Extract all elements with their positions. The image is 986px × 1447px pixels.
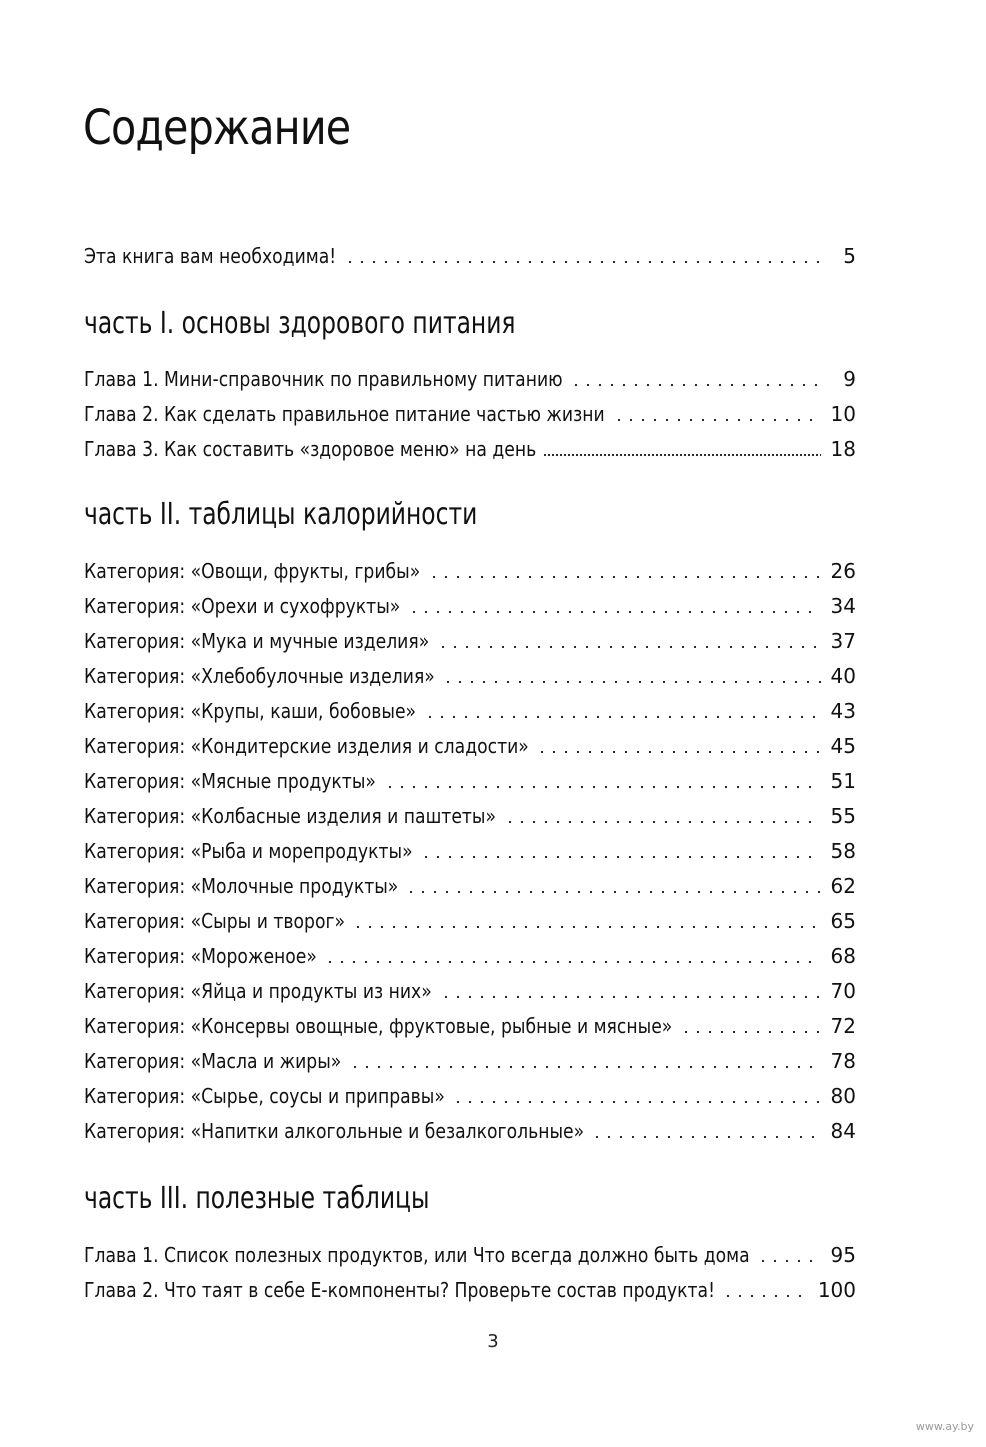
- toc-entry: [84, 1078, 856, 1113]
- leader-dots: [722, 1294, 808, 1298]
- toc-entry-page: 80: [830, 1083, 856, 1108]
- toc-entry-label: Эта книга вам необходима!: [84, 244, 340, 268]
- toc-entry-label: Категория: «Мясные продукты»: [84, 769, 379, 793]
- part-heading: часть II. таблицы калорийности: [84, 497, 478, 532]
- toc-part-2: [84, 553, 856, 1148]
- toc-entry-label: Категория: «Молочные продукты»: [84, 874, 402, 898]
- toc-entry: [84, 588, 856, 623]
- toc-entry-label: Категория: «Напитки алкогольные и безалкогольные»: [84, 1119, 588, 1143]
- toc-entry-page: 10: [830, 401, 856, 426]
- leader-dots: [420, 855, 820, 859]
- toc-entry: [84, 431, 856, 466]
- toc-entry-label: Категория: «Сырье, соусы и приправы»: [84, 1084, 448, 1108]
- toc-entry-label: Категория: «Яйца и продукты из них»: [84, 979, 435, 1003]
- toc-intro: [84, 238, 856, 273]
- watermark: www.ay.by: [915, 1420, 974, 1433]
- toc-entry-label: Категория: «Орехи и сухофрукты»: [84, 594, 404, 618]
- toc-entry: [84, 623, 856, 658]
- leader-dots: [408, 610, 821, 614]
- toc-entry: [84, 798, 856, 833]
- toc-entry-page: 58: [830, 838, 856, 863]
- toc-entry: [84, 553, 856, 588]
- toc-entry-page: 26: [830, 558, 856, 583]
- part-heading: часть I. основы здорового питания: [84, 306, 516, 341]
- toc-entry-label: Категория: «Мука и мучные изделия»: [84, 629, 433, 653]
- page-number: 3: [487, 1331, 499, 1352]
- toc-entry: [84, 1043, 856, 1078]
- leader-dots: [440, 995, 821, 999]
- toc-entry: [84, 658, 856, 693]
- leader-dots: [405, 890, 820, 894]
- toc-entry: [84, 361, 856, 396]
- toc-entry-page: 72: [830, 1013, 856, 1038]
- toc-entry-label: Глава 2. Что таят в себе Е-компоненты? Проверьте состав продукта!: [84, 1278, 718, 1302]
- toc-entry: [84, 938, 856, 973]
- leader-dots: [324, 960, 820, 964]
- toc-entry-page: 65: [830, 908, 856, 933]
- toc-entry-label: Категория: «Кондитерские изделия и сладости»: [84, 734, 532, 758]
- leader-dots: [680, 1030, 821, 1034]
- toc-entry-page: 78: [830, 1048, 856, 1073]
- leader-dots: [613, 418, 821, 422]
- toc-entry-label: Категория: «Масла и жиры»: [84, 1049, 345, 1073]
- leader-dots: [757, 1259, 820, 1263]
- toc-entry-label: Глава 1. Мини-справочник по правильному питанию: [84, 367, 566, 391]
- leader-dots: [424, 715, 821, 719]
- toc-entry-label: Категория: «Овощи, фрукты, грибы»: [84, 559, 424, 583]
- toc-entry: [84, 1237, 856, 1272]
- toc-entry: [84, 1272, 856, 1307]
- toc-entry: [84, 693, 856, 728]
- leader-dots: [352, 925, 821, 929]
- toc-entry-page: 43: [830, 698, 856, 723]
- toc-entry: [84, 833, 856, 868]
- leader-dots: [437, 645, 820, 649]
- toc-entry-page: 68: [830, 943, 856, 968]
- toc-entry: [84, 396, 856, 431]
- toc-entry-page: 70: [830, 978, 856, 1003]
- toc-entry-label: Категория: «Хлебобулочные изделия»: [84, 664, 438, 688]
- part-heading: часть III. полезные таблицы: [84, 1181, 430, 1216]
- toc-entry-page: 95: [830, 1242, 856, 1267]
- toc-entry-label: Категория: «Рыба и морепродукты»: [84, 839, 416, 863]
- toc-entry: [84, 868, 856, 903]
- toc-entry-label: Категория: «Консервы овощные, фруктовые, рыбные и мясные»: [84, 1014, 676, 1038]
- toc-entry-label: Категория: «Мороженое»: [84, 944, 320, 968]
- toc-entry-page: 40: [830, 663, 856, 688]
- leader-dots: [384, 785, 821, 789]
- toc-entry: [84, 903, 856, 938]
- page-title: Содержание: [83, 100, 351, 156]
- toc-entry: [84, 1113, 856, 1148]
- leader-dots: [543, 453, 820, 457]
- leader-dots: [570, 383, 826, 387]
- leader-dots: [536, 750, 820, 754]
- leader-dots: [504, 820, 821, 824]
- toc-entry-label: Категория: «Колбасные изделия и паштеты»: [84, 804, 499, 828]
- leader-dots: [428, 575, 821, 579]
- toc-entry-page: 55: [830, 803, 856, 828]
- toc-entry: [84, 763, 856, 798]
- toc-entry: [84, 1008, 856, 1043]
- toc-entry-label: Глава 1. Список полезных продуктов, или Что всегда должно быть дома: [84, 1243, 753, 1267]
- toc-entry-label: Глава 2. Как сделать правильное питание частью жизни: [84, 402, 608, 426]
- toc-part-1: [84, 361, 856, 466]
- leader-dots: [591, 1135, 820, 1139]
- toc-entry-label: Глава 3. Как составить «здоровое меню» на день: [84, 437, 540, 461]
- toc-entry: [84, 728, 856, 763]
- toc-entry-page: 45: [830, 733, 856, 758]
- toc-entry-page: 5: [843, 243, 856, 268]
- leader-dots: [349, 1065, 821, 1069]
- toc-entry: [84, 973, 856, 1008]
- leader-dots: [344, 260, 826, 264]
- toc-entry-page: 51: [830, 768, 856, 793]
- toc-entry-page: 84: [830, 1118, 856, 1143]
- toc-entry-page: 37: [830, 628, 856, 653]
- toc-entry-page: 100: [817, 1277, 856, 1302]
- leader-dots: [442, 680, 820, 684]
- toc-entry-page: 34: [830, 593, 856, 618]
- toc-entry-page: 62: [830, 873, 856, 898]
- leader-dots: [452, 1100, 821, 1104]
- toc-entry-label: Категория: «Сыры и творог»: [84, 909, 348, 933]
- toc-entry: [84, 238, 856, 273]
- toc-entry-label: Категория: «Крупы, каши, бобовые»: [84, 699, 420, 723]
- toc-entry-page: 18: [830, 436, 856, 461]
- toc-part-3: [84, 1237, 856, 1307]
- toc-entry-page: 9: [843, 366, 856, 391]
